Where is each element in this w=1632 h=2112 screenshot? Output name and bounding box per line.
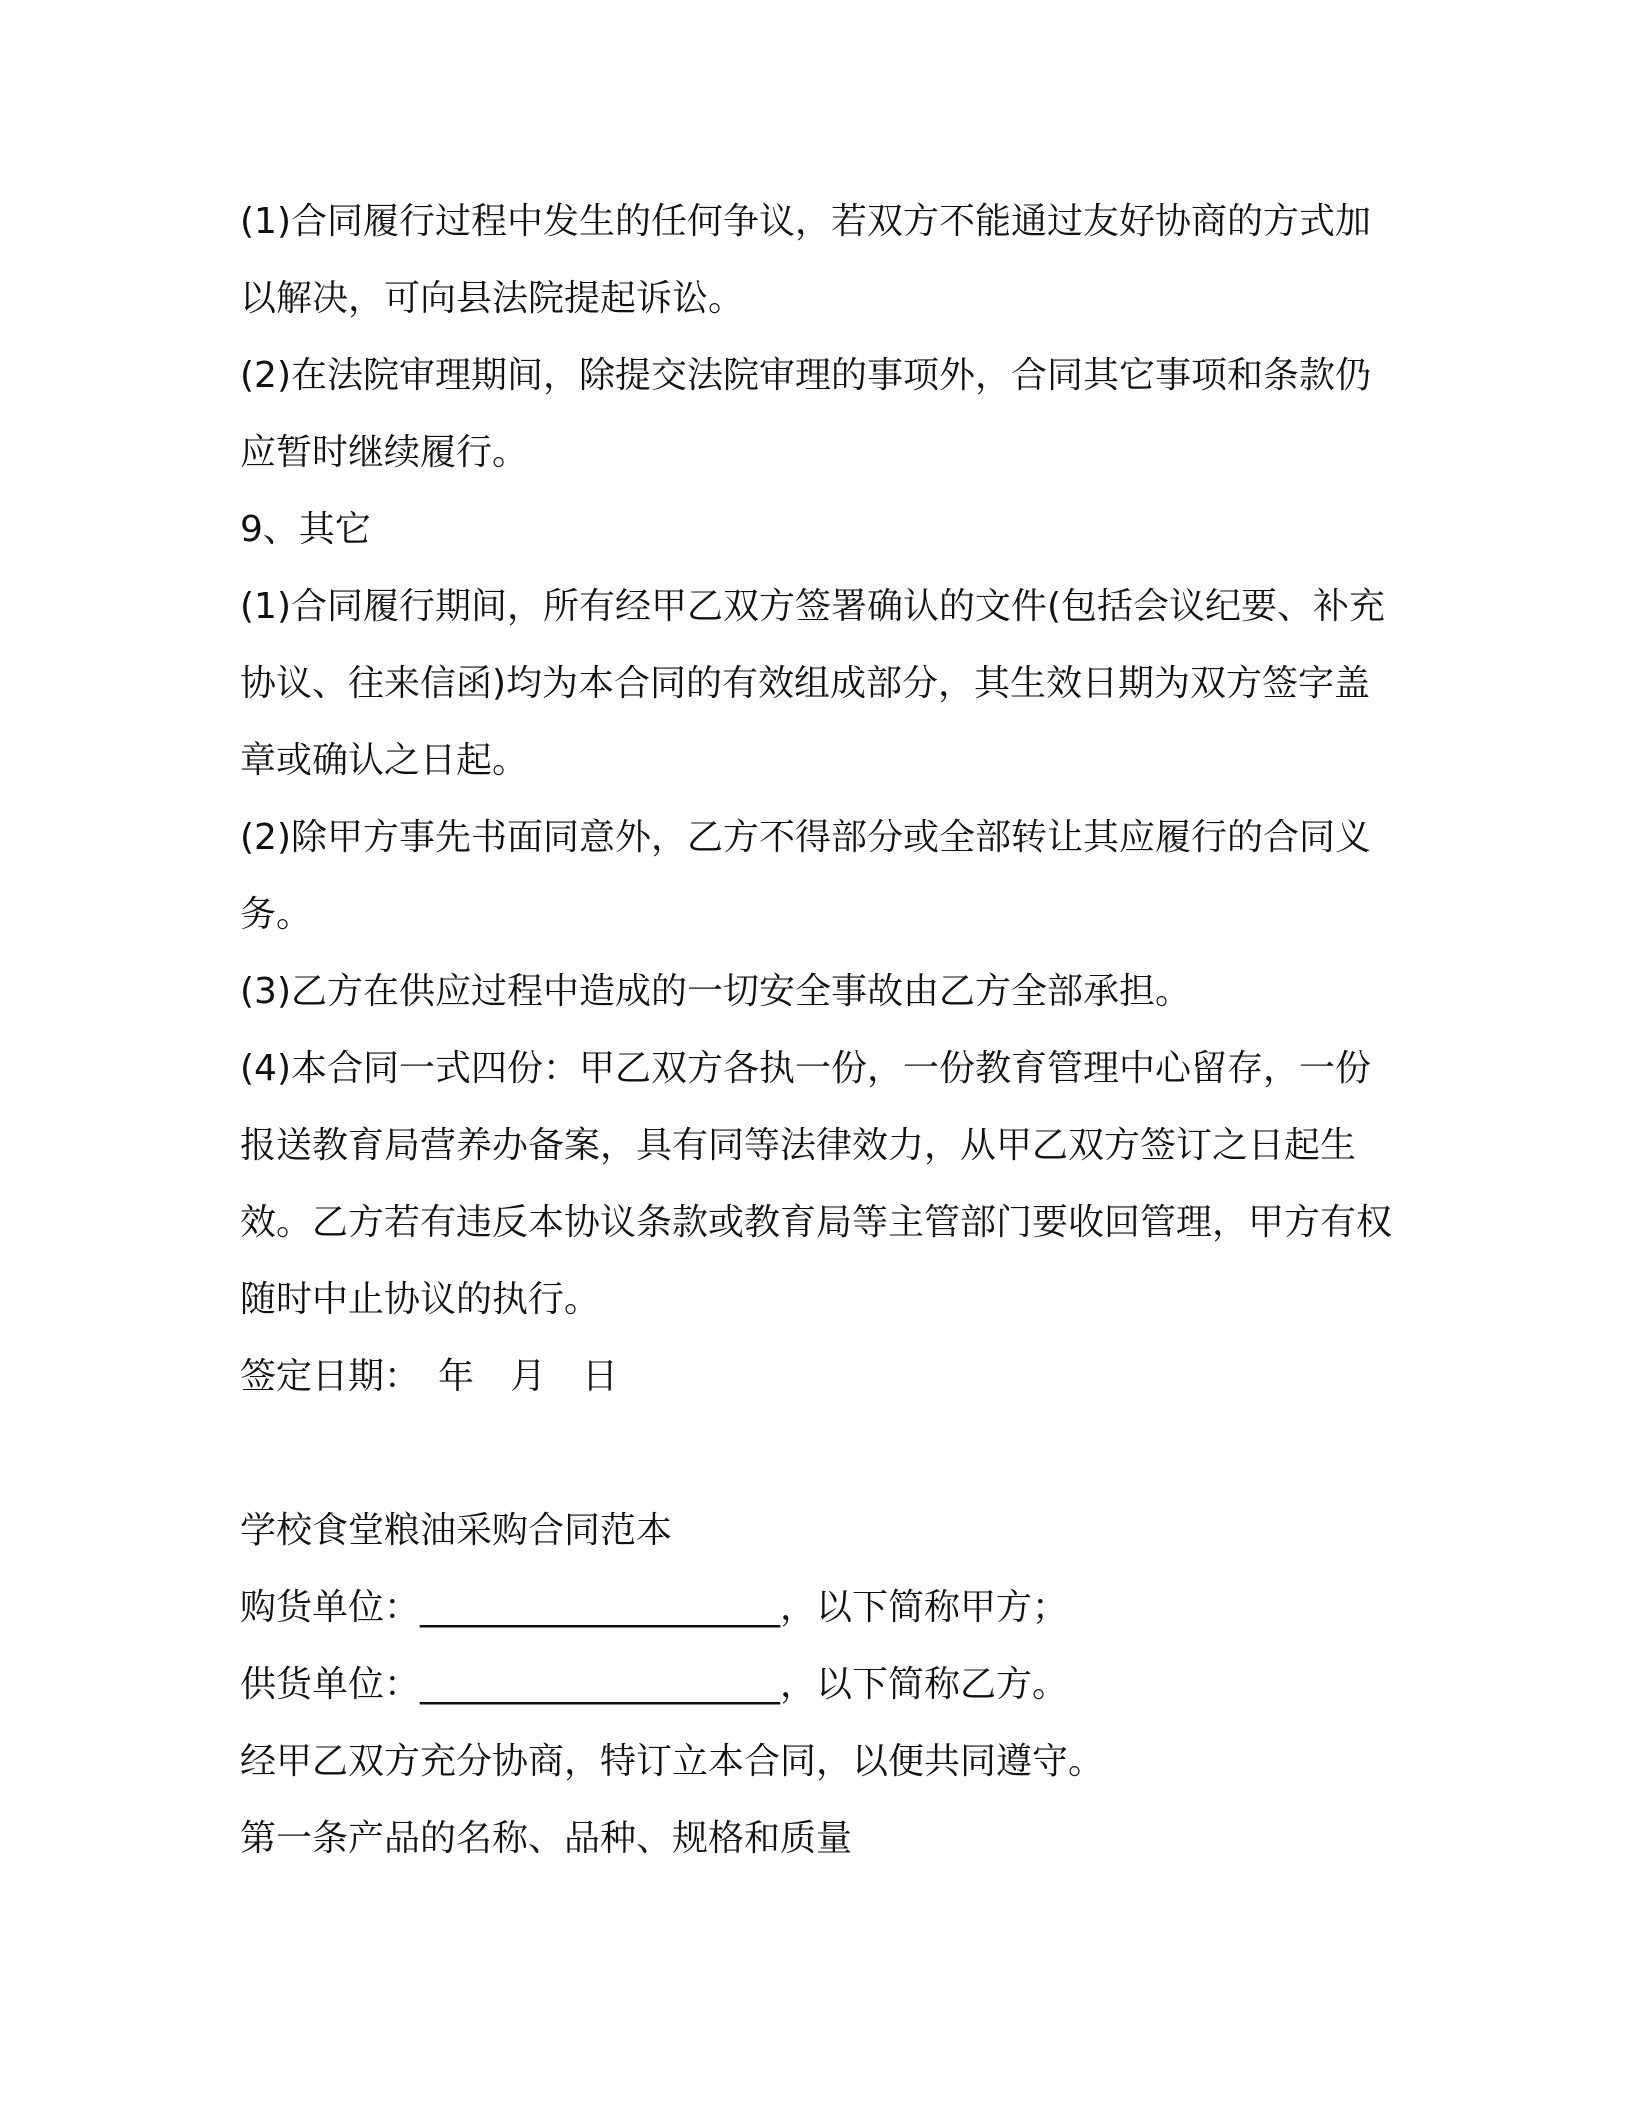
buyer-suffix: ，以下简称甲方； <box>780 1587 1069 1628</box>
other-clause-4: (4)本合同一式四份：甲乙双方各执一份，一份教育管理中心留存，一份报送教育局营养办备案，具有同等法律效力，从甲乙双方签订之日起生效。乙方若有违反本协议条款或教育局等主管部门要收回管理，甲方有权随时中止协议的执行。 <box>240 1048 1393 1320</box>
supplier-suffix: ，以下简称乙方。 <box>780 1664 1069 1705</box>
dispute-clause-1: (1)合同履行过程中发生的任何争议，若双方不能通过友好协商的方式加以解决，可向县法院提起诉讼。 <box>240 201 1371 319</box>
section-9-heading: 9、其它 <box>240 509 371 550</box>
section-gap <box>240 1415 1400 1492</box>
buyer-line <box>240 1569 1400 1646</box>
other-clause-1: (1)合同履行期间，所有经甲乙双方签署确认的文件(包括会议纪要、补充协议、往来信函)均为本合同的有效组成部分，其生效日期为双方签字盖章或确认之日起。 <box>240 586 1386 781</box>
contract-intro: 经甲乙双方充分协商，特订立本合同，以便共同遵守。 <box>240 1741 1105 1782</box>
document-body <box>240 183 1400 1877</box>
buyer-blank: ____________________ <box>420 1587 781 1628</box>
other-clause-2: (2)除甲方事先书面同意外，乙方不得部分或全部转让其应履行的合同义务。 <box>240 817 1371 935</box>
second-contract-title: 学校食堂粮油采购合同范本 <box>240 1510 673 1551</box>
article-1-heading: 第一条产品的名称、品种、规格和质量 <box>240 1818 853 1859</box>
supplier-label: 供货单位： <box>240 1664 421 1705</box>
other-clause-3: (3)乙方在供应过程中造成的一切安全事故由乙方全部承担。 <box>240 971 1191 1012</box>
supplier-blank: ____________________ <box>420 1664 781 1705</box>
dispute-clause-2: (2)在法院审理期间，除提交法院审理的事项外，合同其它事项和条款仍应暂时继续履行。 <box>240 355 1371 473</box>
signing-date: 签定日期： 年 月 日 <box>240 1356 619 1397</box>
buyer-label: 购货单位： <box>240 1587 421 1628</box>
supplier-line <box>240 1646 1400 1723</box>
